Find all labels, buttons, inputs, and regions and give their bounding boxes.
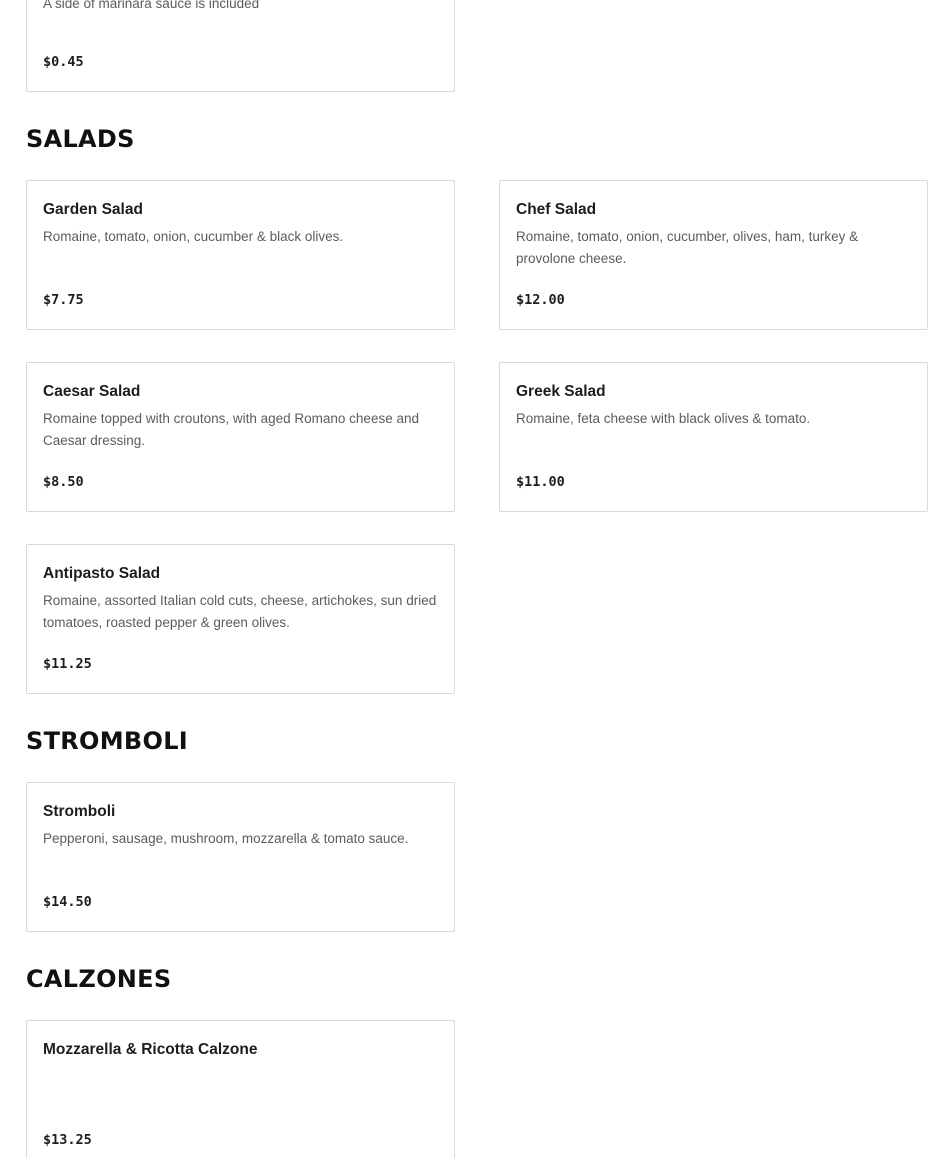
- menu-item-name: Antipasto Salad: [43, 565, 161, 582]
- menu-item-name: Garden Salad: [43, 201, 143, 218]
- section-title-calzones: CALZONES: [26, 965, 172, 993]
- menu-item-description: A side of marinara sauce is included: [43, 0, 260, 11]
- menu-item-card[interactable]: [26, 0, 455, 92]
- menu-item-description: Romaine, tomato, onion, cucumber, olives, ham, turkey & provolone cheese.: [516, 229, 859, 266]
- menu-item-description: Romaine, feta cheese with black olives & tomato.: [516, 411, 811, 426]
- menu-item-price: $12.00: [516, 292, 565, 308]
- menu-item-price: $11.00: [516, 474, 565, 490]
- menu-item-name: Caesar Salad: [43, 383, 141, 400]
- menu-item-card[interactable]: [499, 362, 928, 512]
- menu-item-description: Pepperoni, sausage, mushroom, mozzarella & tomato sauce.: [43, 831, 409, 846]
- menu-item-name: Mozzarella & Ricotta Calzone: [43, 1041, 258, 1058]
- menu-item-card[interactable]: [26, 362, 455, 512]
- menu-item-price: $0.45: [43, 54, 84, 70]
- menu-item-price: $14.50: [43, 894, 92, 910]
- menu-item-card[interactable]: [26, 544, 455, 694]
- menu-item-name: Chef Salad: [516, 201, 597, 218]
- menu-item-name: Greek Salad: [516, 383, 606, 400]
- section-title-salads: SALADS: [26, 125, 135, 153]
- section-title-stromboli: STROMBOLI: [26, 727, 189, 755]
- menu-item-card[interactable]: [26, 782, 455, 932]
- menu-item-price: $11.25: [43, 656, 92, 672]
- menu-item-price: $13.25: [43, 1132, 92, 1148]
- menu-item-card[interactable]: [499, 180, 928, 330]
- menu-item-description: Romaine, tomato, onion, cucumber & black olives.: [43, 229, 344, 244]
- menu-item-price: $8.50: [43, 474, 84, 490]
- menu-item-price: $7.75: [43, 292, 84, 308]
- menu-item-card[interactable]: [26, 180, 455, 330]
- menu-item-name: Stromboli: [43, 803, 116, 820]
- menu-item-description: Romaine topped with croutons, with aged Romano cheese and Caesar dressing.: [43, 411, 419, 448]
- menu-item-description: Romaine, assorted Italian cold cuts, cheese, artichokes, sun dried tomatoes, roasted pepper & green olives.: [43, 593, 437, 630]
- menu-item-card[interactable]: [26, 1020, 455, 1158]
